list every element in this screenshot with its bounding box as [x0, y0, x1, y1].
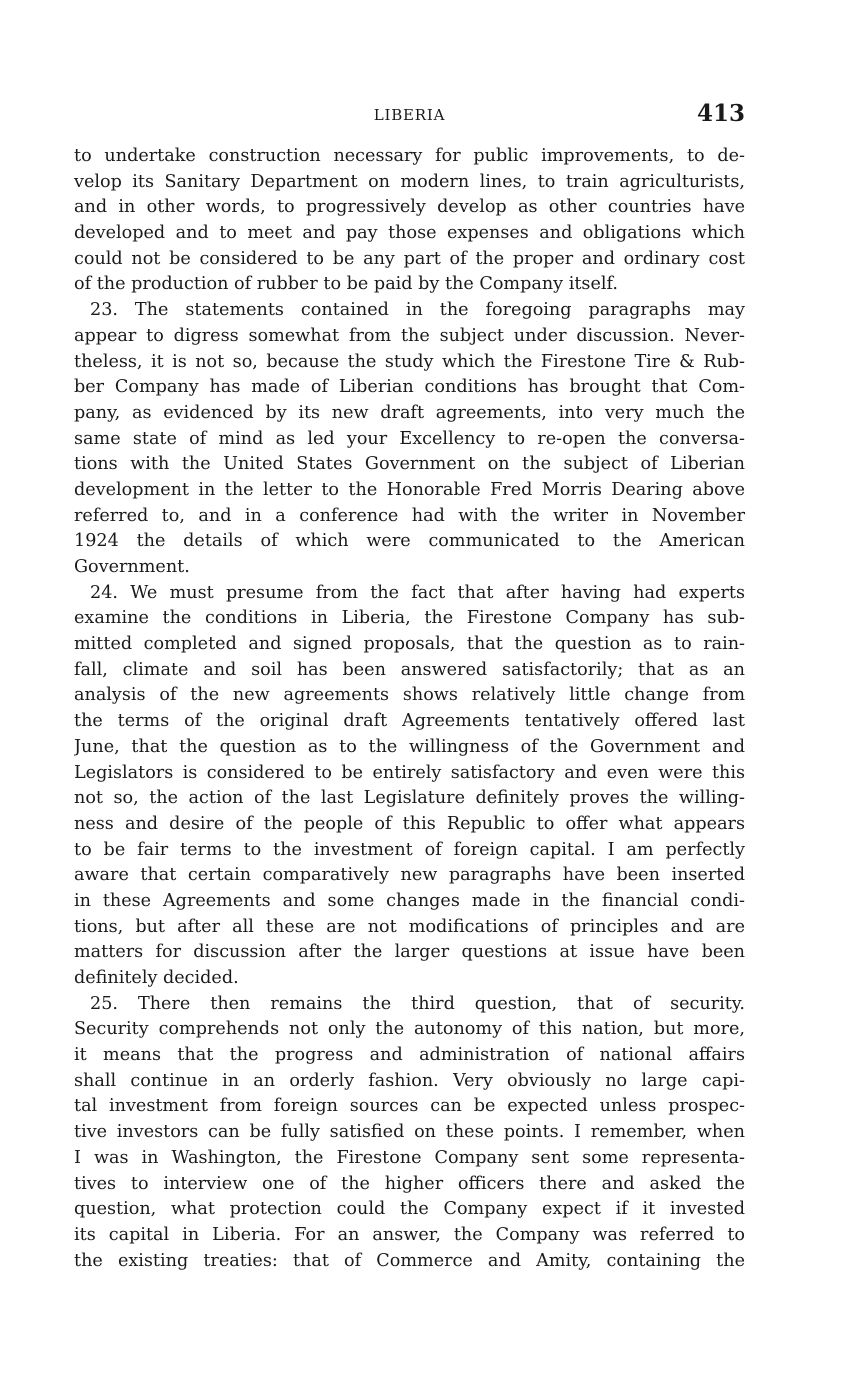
text-line: to be fair terms to the investment of foreign capital. I am perfectly [74, 839, 745, 860]
body-text [74, 144, 745, 1274]
text-line: its capital in Liberia. For an answer, the Company was referred to [74, 1224, 745, 1245]
text-line: same state of mind as led your Excellency to re-open the conversa- [74, 428, 745, 449]
paragraph-start-line: 24. We must presume from the fact that after having had experts [90, 582, 745, 603]
text-line: velop its Sanitary Department on modern lines, to train agriculturists, [74, 171, 745, 192]
text-line: mitted completed and signed proposals, that the question as to rain- [74, 634, 745, 655]
text-line: could not be considered to be any part of the proper and ordinary cost [74, 248, 745, 269]
text-line: the terms of the original draft Agreements tentatively offered last [74, 711, 745, 732]
text-line: ber Company has made of Liberian conditions has brought that Com- [74, 377, 745, 398]
text-line: tives to interview one of the higher officers there and asked the [74, 1173, 745, 1194]
text-line: tions with the United States Government on the subject of Liberian [74, 454, 745, 475]
page-number: 413 [696, 100, 745, 127]
text-line: shall continue in an orderly fashion. Very obviously no large capi- [74, 1070, 745, 1091]
text-line: tions, but after all these are not modifications of principles and are [74, 916, 745, 937]
text-line: Government. [74, 557, 190, 577]
text-line: tive investors can be fully satisfied on these points. I remember, when [74, 1122, 745, 1143]
text-line: of the production of rubber to be paid by the Company itself. [74, 274, 618, 295]
text-line: development in the letter to the Honorable Fred Morris Dearing above [74, 479, 745, 500]
text-line: not so, the action of the last Legislature definitely proves the willing- [74, 788, 745, 809]
text-line: to undertake construction necessary for public improvements, to de- [74, 146, 745, 166]
text-line: it means that the progress and administration of national affairs [74, 1045, 745, 1066]
running-title: LIBERIA [373, 106, 446, 124]
paragraph-start-line: 23. The statements contained in the foregoing paragraphs may [90, 300, 745, 321]
text-line: tal investment from foreign sources can be expected unless prospec- [74, 1096, 745, 1117]
text-line: aware that certain comparatively new paragraphs have been inserted [74, 865, 745, 886]
text-line: developed and to meet and pay those expenses and obligations which [74, 223, 745, 244]
text-line: and in other words, to progressively develop as other countries have [74, 197, 745, 218]
text-line: referred to, and in a conference had with the writer in November [74, 505, 745, 526]
text-line: the existing treaties: that of Commerce and Amity, containing the [74, 1250, 745, 1271]
text-line: I was in Washington, the Firestone Company sent some representa- [74, 1147, 745, 1168]
text-line: Security comprehends not only the autonomy of this nation, but more, [74, 1019, 745, 1040]
text-line: ness and desire of the people of this Republic to offer what appears [74, 813, 745, 834]
text-line: analysis of the new agreements shows relatively little change from [74, 685, 745, 706]
text-line: question, what protection could the Company expect if it invested [74, 1199, 745, 1220]
text-line: appear to digress somewhat from the subject under discussion. Never- [74, 325, 745, 346]
text-line: June, that the question as to the willingness of the Government and [74, 736, 745, 757]
paragraph-start-line: 25. There then remains the third question, that of security. [90, 993, 745, 1014]
text-line: pany, as evidenced by its new draft agreements, into very much the [74, 402, 745, 423]
text-line: Legislators is considered to be entirely satisfactory and even were this [74, 762, 745, 783]
running-header [74, 100, 745, 130]
text-line: in these Agreements and some changes made in the financial condi- [74, 890, 745, 911]
text-line: fall, climate and soil has been answered satisfactorily; that as an [74, 659, 745, 680]
text-line: examine the conditions in Liberia, the Firestone Company has sub- [74, 608, 745, 629]
text-line: theless, it is not so, because the study which the Firestone Tire & Rub- [74, 351, 745, 372]
text-line: definitely decided. [74, 968, 239, 988]
text-line: 1924 the details of which were communicated to the American [74, 531, 745, 552]
text-line: matters for discussion after the larger questions at issue have been [74, 942, 745, 963]
